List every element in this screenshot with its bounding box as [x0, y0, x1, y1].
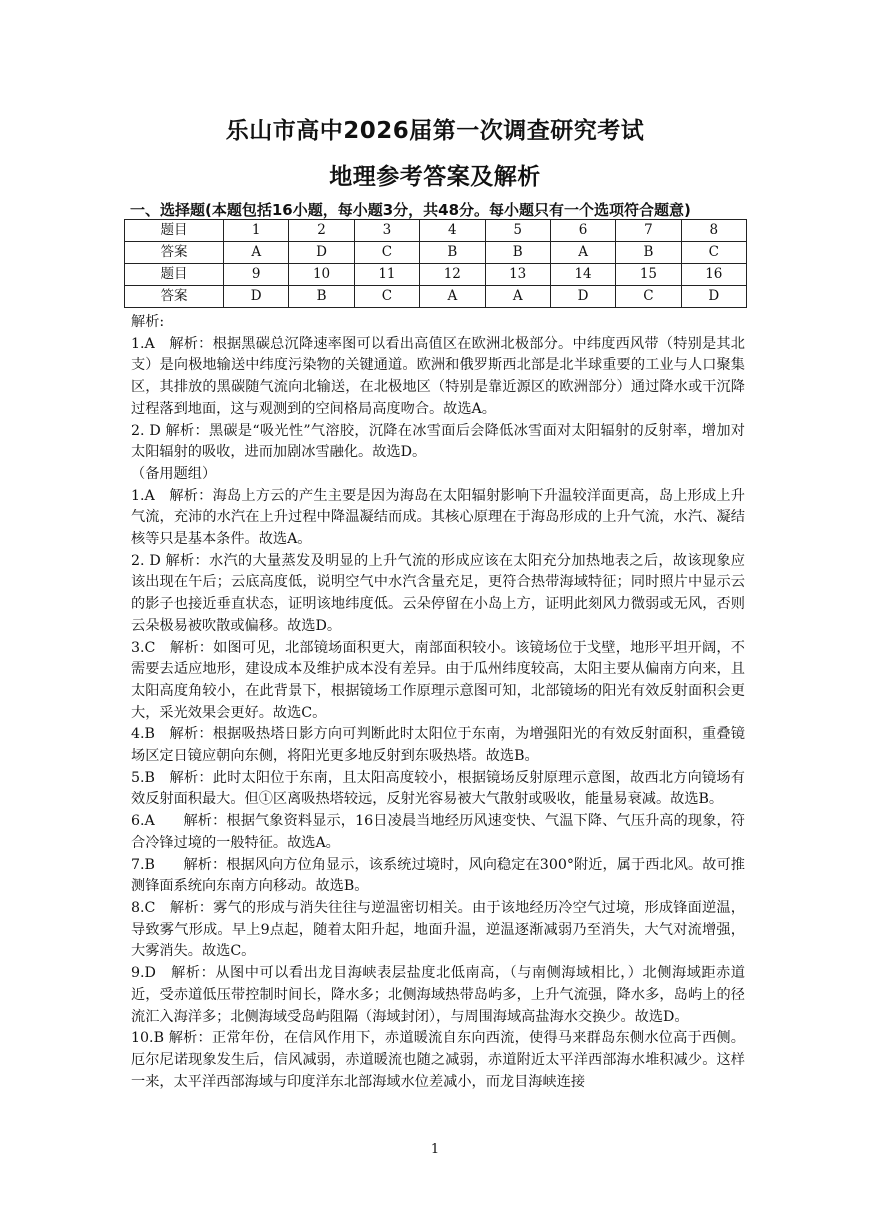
- table-row: [125, 242, 747, 264]
- explanation-section: [131, 312, 745, 1093]
- page-number: 1: [430, 1142, 440, 1157]
- row-label-cell: 答案: [125, 286, 224, 308]
- explanation-paragraph: 1.A 解析：根据黑碳总沉降速率图可以看出高值区在欧洲北极部分。中纬度西风带（特别是其北支）是向极地输送中纬度污染物的关键通道。欧洲和俄罗斯西北部是北半球重要的工业与人口聚集区，其排放的黑碳随气流向北输送，在北极地区（特别是靠近源区的欧洲部分）通过降水或干沉降过程落到地面，这与观测到的空间格局高度吻合。故选A。: [131, 335, 745, 417]
- table-cell: 1: [224, 220, 289, 242]
- table-cell: B: [420, 242, 485, 264]
- explanation-paragraph: 8.C 解析：雾气的形成与消失往往与逆温密切相关。由于该地经历冷空气过境，形成锋面逆温，导致雾气形成。早上9点起，随着太阳升起，地面升温，逆温逐渐减弱乃至消失，大气对流增强，大雾消失。故选C。: [131, 899, 745, 960]
- row-label-cell: 答案: [125, 242, 224, 264]
- explanation-paragraph: 9.D 解析：从图中可以看出龙目海峡表层盐度北低南高，（与南侧海域相比，）北侧海域距赤道近，受赤道低压带控制时间长，降水多；北侧海域热带岛屿多，上升气流强，降水多，岛屿上的径流汇入海洋多；北侧海域受岛屿阻隔（海域封闭），与周围海域高盐海水交换少。故选D。: [131, 965, 745, 1025]
- table-cell: A: [420, 286, 485, 308]
- explanation-paragraph: （备用题组）: [131, 465, 217, 482]
- table-cell: D: [224, 286, 289, 308]
- table-cell: 4: [420, 220, 485, 242]
- table-cell: 5: [485, 220, 550, 242]
- answer-table: [124, 219, 747, 308]
- table-cell: 13: [485, 264, 550, 286]
- table-cell: 3: [354, 220, 419, 242]
- table-cell: C: [681, 242, 746, 264]
- row-label-cell: 题目: [125, 220, 224, 242]
- table-cell: C: [354, 242, 419, 264]
- page-title: 乐山市高中2026届第一次调查研究考试: [225, 118, 645, 144]
- explanation-paragraph: 10.B 解析：正常年份，在信风作用下，赤道暖流自东向西流，使得马来群岛东侧水位高于西侧。厄尔尼诺现象发生后，信风减弱，赤道暖流也随之减弱，赤道附近太平洋西部海水堆积减少。这样一来，太平洋西部海域与印度洋东北部海域水位差减小，而龙目海峡连接: [131, 1030, 745, 1090]
- explanation-paragraph: 1.A 解析：海岛上方云的产生主要是因为海岛在太阳辐射影响下升温较洋面更高，岛上形成上升气流，充沛的水汽在上升过程中降温凝结而成。其核心原理在于海岛形成的上升气流，水汽、凝结核等只是基本条件。故选A。: [131, 487, 745, 548]
- table-cell: 6: [550, 220, 615, 242]
- explanation-paragraph: 6.A 解析：根据气象资料显示，16日凌晨当地经历风速变快、气温下降、气压升高的现象，符合冷锋过境的一般特征。故选A。: [131, 813, 745, 851]
- explanation-paragraph: 解析:: [131, 314, 165, 330]
- explanation-paragraph: 2. D 解析：水汽的大量蒸发及明显的上升气流的形成应该在太阳充分加热地表之后，故该现象应该出现在午后；云底高度低，说明空气中水汽含量充足，更符合热带海域特征；同时照片中显示云的影子也接近垂直状态，证明该地纬度低。云朵停留在小岛上方，证明此刻风力微弱或无风，否则云朵极易被吹散或偏移。故选D。: [131, 552, 745, 634]
- explanation-paragraph: 3.C 解析：如图可见，北部镜场面积更大，南部面积较小。该镜场位于戈壁，地形平坦开阔，不需要去适应地形，建设成本及维护成本没有差异。由于瓜州纬度较高，太阳主要从偏南方向来，且太阳高度角较小，在此背景下，根据镜场工作原理示意图可知，北部镜场的阳光有效反射面积会更大，采光效果会更好。故选C。: [131, 639, 745, 721]
- table-cell: B: [289, 286, 354, 308]
- table-cell: 14: [550, 264, 615, 286]
- table-cell: 10: [289, 264, 354, 286]
- table-cell: A: [485, 286, 550, 308]
- table-cell: B: [485, 242, 550, 264]
- table-row: [125, 286, 747, 308]
- table-cell: 16: [681, 264, 746, 286]
- table-cell: 7: [616, 220, 681, 242]
- table-cell: C: [616, 286, 681, 308]
- table-cell: D: [681, 286, 746, 308]
- table-cell: 8: [681, 220, 746, 242]
- explanation-paragraph: 4.B 解析：根据吸热塔日影方向可判断此时太阳位于东南，为增强阳光的有效反射面积，重叠镜场区定日镜应朝向东侧，将阳光更多地反射到东吸热塔。故选B。: [131, 726, 745, 765]
- table-row: [125, 264, 747, 286]
- section-heading: 一、选择题(本题包括16小题，每小题3分，共48分。每小题只有一个选项符合题意): [130, 201, 691, 219]
- page-subtitle: 地理参考答案及解析: [329, 164, 541, 190]
- table-cell: 12: [420, 264, 485, 286]
- table-cell: C: [354, 286, 419, 308]
- table-cell: 11: [354, 264, 419, 286]
- explanation-paragraph: 7.B 解析：根据风向方位角显示，该系统过境时，风向稳定在300°附近，属于西北风。故可推测锋面系统向东南方向移动。故选B。: [131, 856, 745, 895]
- table-cell: 9: [224, 264, 289, 286]
- table-cell: A: [550, 242, 615, 264]
- table-cell: B: [616, 242, 681, 264]
- table-cell: 2: [289, 220, 354, 242]
- table-row: [125, 220, 747, 242]
- row-label-cell: 题目: [125, 264, 224, 286]
- table-cell: 15: [616, 264, 681, 286]
- table-cell: D: [289, 242, 354, 264]
- table-cell: A: [224, 242, 289, 264]
- explanation-paragraph: 2. D 解析：黑碳是“吸光性”气溶胶，沉降在冰雪面后会降低冰雪面对太阳辐射的反射率，增加对太阳辐射的吸收，进而加剧冰雪融化。故选D。: [131, 422, 745, 461]
- explanation-paragraph: 5.B 解析：此时太阳位于东南，且太阳高度较小，根据镜场反射原理示意图，故西北方向镜场有效反射面积最大。但①区离吸热塔较远，反射光容易被大气散射或吸收，能量易衰减。故选B。: [131, 769, 745, 808]
- table-cell: D: [550, 286, 615, 308]
